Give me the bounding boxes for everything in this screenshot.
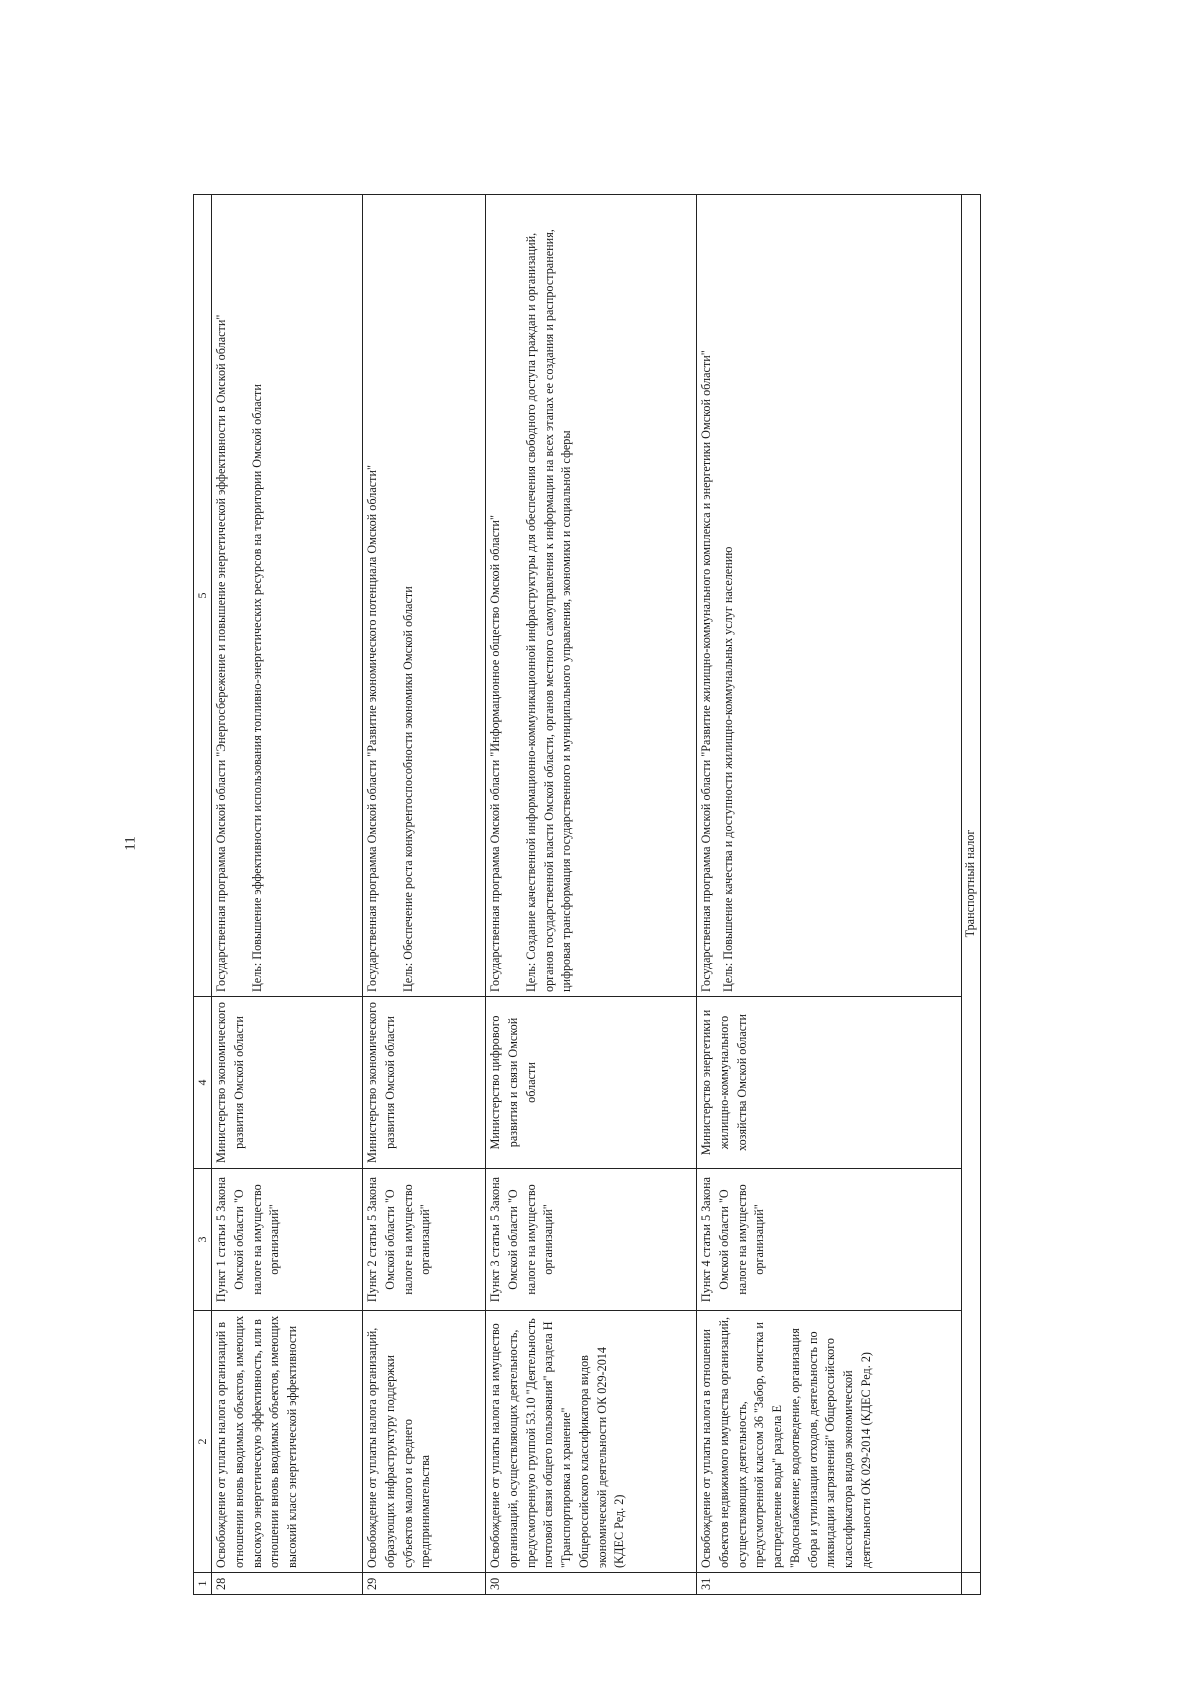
curator: Министерство экономического развития Омской области bbox=[212, 997, 363, 1169]
program-name: Государственная программа Омской области "Энергосбережение и повышение энергетической эффективности в Омской области" bbox=[214, 314, 229, 992]
section-empty-cell bbox=[962, 1573, 981, 1595]
legal-basis: Пункт 2 статьи 5 Закона Омской области "О налоге на имущество организаций" bbox=[363, 1169, 486, 1311]
curator: Министерство энергетики и жилищно-коммунального хозяйства Омской области bbox=[697, 997, 962, 1169]
curator: Министерство цифрового развития и связи Омской области bbox=[486, 997, 697, 1169]
curator: Министерство экономического развития Омской области bbox=[363, 997, 486, 1169]
program-name: Государственная программа Омской области "Развитие жилищно-коммунального комплекса и энергетики Омской области" bbox=[699, 350, 714, 992]
table-header-row bbox=[194, 195, 212, 1595]
program-cell bbox=[363, 195, 486, 997]
table-row bbox=[363, 195, 486, 1595]
header-col-2: 2 bbox=[194, 1311, 212, 1573]
row-number: 28 bbox=[212, 1573, 363, 1595]
legal-basis: Пункт 3 статьи 5 Закона Омской области "О налоге на имущество организаций" bbox=[486, 1169, 697, 1311]
header-col-4: 4 bbox=[194, 997, 212, 1169]
legal-basis: Пункт 4 статьи 5 Закона Омской области "О налоге на имущество организаций" bbox=[697, 1169, 962, 1311]
benefit-description: Освобождение от уплаты налога в отношении объектов недвижимого имущества организаций, осуществляющих деятельность, предусмотренной классом 36 "Забор, очистка и распределение воды" раздела E "Водоснабжение; водоотведение, организация сбора и утилизации отходов, деятельность по ликвидации загрязнений" Общероссийского классификатора видов экономической деятельности ОК 029-2014 (КДЕС Ред. 2) bbox=[697, 1311, 962, 1573]
benefit-description: Освобождение от уплаты налога организаций в отношении вновь вводимых объектов, имеющих высокую энергетическую эффективность, или в отношении вновь вводимых объектов, имеющих высокий класс энергетической эффективности bbox=[212, 1311, 363, 1573]
program-goal: Цель: Повышение эффективности использования топливно-энергетических ресурсов на территории Омской области bbox=[250, 384, 265, 992]
row-number: 31 bbox=[697, 1573, 962, 1595]
program-cell bbox=[486, 195, 697, 997]
row-number: 29 bbox=[363, 1573, 486, 1595]
program-cell bbox=[697, 195, 962, 997]
benefit-description: Освобождение от уплаты налога организаций, образующих инфраструктуру поддержки субъектов малого и среднего предпринимательства bbox=[363, 1311, 486, 1573]
table-row bbox=[486, 195, 697, 1595]
table-row bbox=[697, 195, 962, 1595]
section-row bbox=[962, 195, 981, 1595]
tax-benefits-table bbox=[193, 194, 981, 1595]
row-number: 30 bbox=[486, 1573, 697, 1595]
section-title: Транспортный налог bbox=[962, 195, 981, 1573]
header-col-1: 1 bbox=[194, 1573, 212, 1595]
header-col-5: 5 bbox=[194, 195, 212, 997]
program-goal: Цель: Повышение качества и доступности жилищно-коммунальных услуг населению bbox=[721, 546, 736, 992]
program-name: Государственная программа Омской области "Развитие экономического потенциала Омской области" bbox=[365, 465, 380, 992]
program-cell bbox=[212, 195, 363, 997]
program-goal: Цель: Обеспечение роста конкурентоспособности экономики Омской области bbox=[401, 586, 416, 992]
program-name: Государственная программа Омской области "Информационное общество Омской области" bbox=[488, 515, 503, 992]
page-number: 11 bbox=[122, 836, 139, 851]
legal-basis: Пункт 1 статьи 5 Закона Омской области "О налоге на имущество организаций" bbox=[212, 1169, 363, 1311]
program-goal: Цель: Создание качественной информационно-коммуникационной инфраструктуры для обеспечения свободного доступа граждан и организаций, органов государственной власти Омской области, органов местного самоуправления к информации на всех этапах ее создания и распространения, цифровая трансформация государственного и муниципального управления, экономики и социальной сферы bbox=[524, 229, 574, 992]
table-row bbox=[212, 195, 363, 1595]
header-col-3: 3 bbox=[194, 1169, 212, 1311]
rotated-table-wrapper bbox=[193, 195, 1028, 1595]
benefit-description: Освобождение от уплаты налога на имущество организаций, осуществляющих деятельность, предусмотренную группой 53.10 "Деятельность почтовой связи общего пользования" раздела H "Транспортировка и хранение" Общероссийского классификатора видов экономической деятельности ОК 029-2014 (КДЕС Ред. 2) bbox=[486, 1311, 697, 1573]
